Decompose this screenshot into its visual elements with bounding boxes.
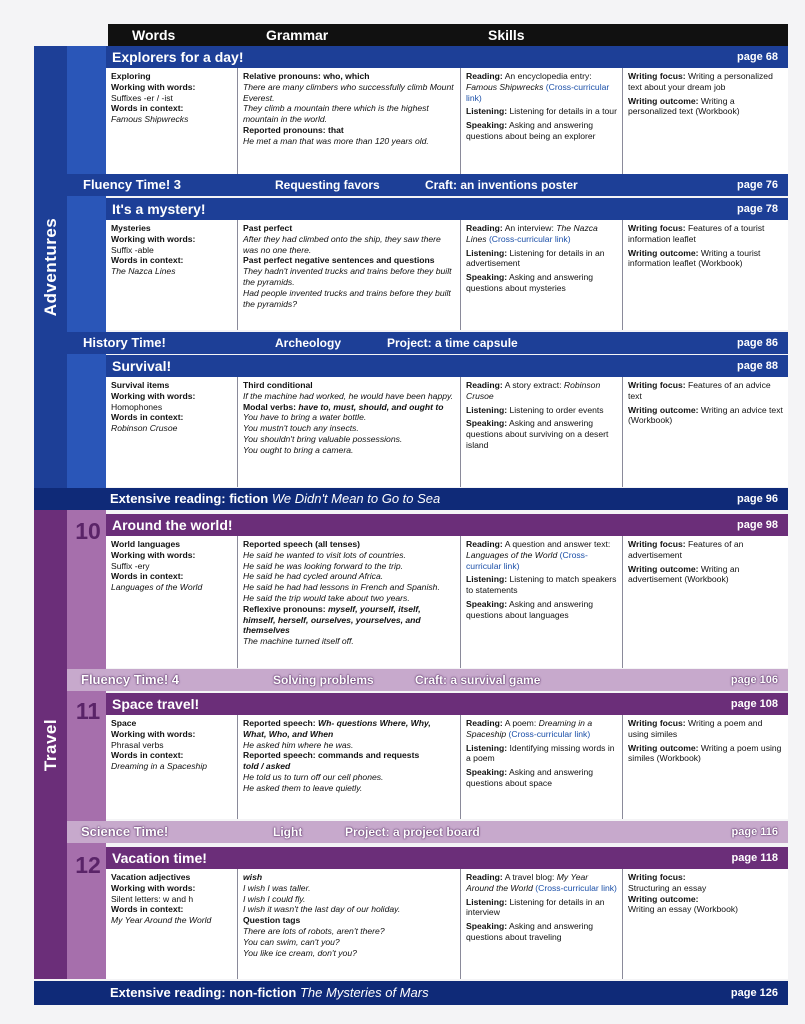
label: Reading: — [466, 223, 503, 233]
example: The machine turned itself off. — [243, 636, 354, 647]
grammar-cell — [237, 68, 460, 174]
adventures-label: Adventures — [40, 217, 60, 317]
label: Writing focus: — [628, 872, 686, 882]
grammar-cell — [237, 869, 460, 979]
extensive-reading-fiction-bar — [34, 488, 788, 510]
cross-curricular-link[interactable]: (Cross-curricular link) — [508, 728, 591, 739]
grammar-point: Relative pronouns: who, which — [243, 71, 370, 81]
bar-craft: Craft: a survival game — [415, 673, 541, 687]
grammar-forms: Wh- questions Where, Why, What, Who, and When — [243, 718, 431, 739]
value: Writing a personalized text about your dream job — [628, 71, 773, 92]
unit-row-around-the-world — [106, 536, 788, 668]
unit-bar-around-the-world — [106, 514, 788, 536]
title: The Nazca Lines — [466, 223, 598, 244]
history-time-bar — [67, 332, 788, 354]
value: Listening for details in an advertisement — [466, 247, 605, 269]
value: Asking and answering questions about space — [466, 767, 594, 788]
unit-bar-vacation-time — [106, 847, 788, 869]
label: Working with words: — [111, 390, 196, 401]
title: My Year Around the World — [466, 872, 589, 893]
value: Homophones — [111, 401, 163, 412]
value: Writing an advertisement (Workbook) — [628, 563, 740, 585]
value: Writing a poem using similes (Workbook) — [628, 742, 782, 764]
title: Languages of the World — [466, 549, 558, 560]
value: Listening to order events — [509, 404, 604, 415]
title: Robinson Crusoe — [466, 380, 601, 401]
label: Words in context: — [111, 571, 184, 582]
grammar-cell — [237, 377, 460, 487]
example: If the machine had worked, he would have been happy. — [243, 390, 454, 401]
example: You shouldn't bring valuable possessions. — [243, 433, 403, 444]
grammar-point: Past perfect negative sentences and questions — [243, 255, 435, 266]
value: Suffix -able — [111, 244, 154, 255]
unit-title: Space travel! — [112, 696, 200, 712]
page-number: page 108 — [730, 698, 778, 710]
unit-number-10: 10 — [75, 518, 101, 544]
value: Asking and answering questions about languages — [466, 598, 594, 620]
cross-curricular-link[interactable]: (Cross-curricular link) — [466, 81, 610, 103]
label: Speaking: — [466, 120, 508, 131]
label: Listening: — [466, 404, 508, 415]
label: Writing focus: — [628, 71, 686, 81]
cross-curricular-link[interactable]: (Cross-curricular link) — [488, 233, 571, 244]
skills-cell — [460, 536, 622, 668]
value: Phrasal verbs — [111, 739, 164, 750]
label: Writing focus: — [628, 718, 686, 728]
unit-bar-explorers — [106, 46, 788, 68]
label: Writing outcome: — [628, 742, 699, 753]
grammar-point: Reported speech: commands and requests — [243, 750, 420, 761]
label: Reading: — [466, 71, 503, 81]
value: Listening for details in an interview — [466, 896, 605, 918]
value: Suffix -ery — [111, 560, 150, 571]
words-cell — [106, 220, 237, 330]
label: Speaking: — [466, 767, 508, 778]
example: He asked them to leave quietly. — [243, 782, 363, 793]
value: Features of an advice text — [628, 380, 771, 401]
topic: Exploring — [111, 71, 151, 81]
skills-cell — [460, 377, 622, 487]
bar-craft: Craft: an inventions poster — [425, 178, 578, 192]
book-title: The Mysteries of Mars — [299, 985, 429, 1000]
value: A question and answer text: — [504, 539, 611, 549]
cross-curricular-link[interactable]: (Cross-curricular link) — [535, 882, 617, 893]
column-headers — [108, 24, 788, 46]
page-number: page 68 — [737, 51, 778, 63]
adventures-side-bar — [34, 46, 67, 488]
skills-cell — [460, 220, 622, 330]
bar-project: Project: a time capsule — [387, 336, 518, 350]
unit-title: Vacation time! — [112, 850, 207, 866]
value: Asking and answering questions about surviving on a desert island — [466, 418, 609, 450]
example: You mustn't touch any insects. — [243, 423, 359, 434]
example: He said the trip would take about two years. — [243, 592, 410, 603]
example: He said he had had lessons in French and Spanish. — [243, 582, 440, 593]
example: I wish it wasn't the last day of our holiday. — [243, 904, 401, 915]
page-number: page 78 — [737, 203, 778, 215]
value: Identifying missing words in a poem — [466, 742, 615, 764]
label: Writing outcome: — [628, 247, 699, 258]
grammar-point: Past perfect — [243, 223, 293, 233]
words-cell — [106, 68, 237, 174]
unit-title: Survival! — [112, 358, 172, 374]
example: I wish I was taller. — [243, 882, 311, 893]
example: You have to bring a water bottle. — [243, 412, 367, 423]
grammar-point: Reported speech (all tenses) — [243, 539, 361, 549]
value: Features of a tourist information leaflet — [628, 223, 765, 244]
label: Listening: — [466, 106, 508, 117]
label: Words in context: — [111, 750, 184, 761]
unit-bar-mystery — [106, 198, 788, 220]
value: An interview: — [504, 223, 554, 233]
topic: Mysteries — [111, 223, 151, 233]
skills-cell — [460, 869, 622, 979]
cross-curricular-link[interactable]: (Cross-curricular link) — [466, 549, 588, 571]
grammar-point: Question tags — [243, 915, 301, 926]
value: Features of an advertisement — [628, 539, 744, 560]
bar-title: Science Time! — [81, 824, 169, 839]
page-number: page 96 — [737, 493, 778, 505]
example: He asked him where he was. — [243, 739, 354, 750]
label: Listening: — [466, 896, 508, 907]
label: Reading: — [466, 872, 503, 882]
label: Words in context: — [111, 412, 184, 423]
bar-title: History Time! — [83, 335, 166, 350]
value: Asking and answering questions about traveling — [466, 921, 594, 942]
travel-label: Travel — [40, 718, 60, 771]
example: Had people invented trucks and trains before they built the pyramids? — [243, 287, 451, 309]
value: Suffixes -er / -ist — [111, 92, 173, 103]
page-number: page 88 — [737, 360, 778, 372]
writing-cell — [622, 220, 788, 330]
words-cell — [106, 377, 237, 487]
example: There are many climbers who successfully climb Mount Everest. — [243, 81, 454, 103]
value: Asking and answering questions about being an explorer — [466, 120, 596, 141]
label: Reading: — [466, 539, 503, 549]
grammar-point: Reported speech: — [243, 718, 316, 728]
unit-bar-survival — [106, 355, 788, 377]
unit-title: Around the world! — [112, 517, 233, 533]
value: Writing an essay (Workbook) — [628, 904, 739, 915]
example: He said he had cycled around Africa. — [243, 571, 384, 582]
bar-topic: Solving problems — [273, 673, 374, 687]
label: Writing focus: — [628, 380, 686, 390]
page-number: page 98 — [737, 519, 778, 531]
label: Speaking: — [466, 598, 508, 609]
grammar-header: Grammar — [266, 27, 329, 43]
value: Asking and answering questions about mysteries — [466, 272, 594, 293]
grammar-point: Reflexive pronouns: — [243, 603, 326, 614]
label: Working with words: — [111, 882, 196, 893]
topic: Space — [111, 718, 137, 728]
words-header: Words — [132, 27, 176, 43]
value: Robinson Crusoe — [111, 423, 178, 434]
topic: Vacation adjectives — [111, 872, 191, 882]
label: Listening: — [466, 574, 508, 585]
value: Listening for details in a tour — [509, 106, 617, 117]
value: Languages of the World — [111, 582, 203, 593]
label: Speaking: — [466, 272, 508, 283]
value: A poem: — [504, 718, 537, 728]
page-number: page 76 — [737, 179, 778, 191]
bar-label: Extensive reading: non-fiction — [110, 985, 297, 1000]
words-cell — [106, 715, 237, 819]
grammar-point: Third conditional — [243, 380, 313, 390]
example: You can swim, can't you? — [243, 936, 340, 947]
topic: World languages — [111, 539, 181, 549]
unit-row-explorers — [106, 68, 788, 174]
travel-side-bar — [34, 510, 67, 979]
bar-project: Project: a project board — [345, 825, 480, 839]
label: Writing outcome: — [628, 563, 699, 574]
example: He said he was looking forward to the trip. — [243, 560, 404, 571]
value: My Year Around the World — [111, 915, 212, 926]
value: Dreaming in a Spaceship — [111, 761, 208, 772]
grammar-forms: told / asked — [243, 761, 291, 772]
unit-row-mystery — [106, 220, 788, 330]
label: Writing focus: — [628, 223, 686, 233]
label: Words in context: — [111, 103, 184, 114]
label: Writing focus: — [628, 539, 686, 549]
value: An encyclopedia entry: — [504, 71, 592, 81]
example: I wish I could fly. — [243, 893, 306, 904]
example: They hadn't invented trucks and trains before they built the pyramids. — [243, 266, 452, 287]
bar-topic: Archeology — [275, 336, 342, 350]
value: Writing a personalized text (Workbook) — [628, 95, 740, 117]
label: Writing outcome: — [628, 95, 699, 106]
example: You like ice cream, don't you? — [243, 947, 357, 958]
adventures-inner-bar — [67, 46, 106, 488]
page-number: page 126 — [730, 987, 778, 999]
bar-label: Extensive reading: fiction — [110, 491, 269, 506]
value: Writing an advice text (Workbook) — [628, 404, 783, 426]
grammar-forms: myself, yourself, itself, himself, herself, ourselves, yourselves, and themselves — [243, 603, 421, 636]
grammar-point: Reported pronouns: that — [243, 124, 344, 135]
bar-title: Fluency Time! 4 — [81, 672, 180, 687]
unit-title: It's a mystery! — [112, 201, 206, 217]
skills-header: Skills — [488, 27, 525, 43]
words-cell — [106, 536, 237, 668]
bar-title: Fluency Time! 3 — [83, 177, 182, 192]
unit-number-12: 12 — [75, 852, 101, 878]
grammar-forms: have to, must, should, and ought to — [298, 401, 444, 412]
grammar-cell — [237, 220, 460, 330]
page-number: page 106 — [730, 674, 778, 686]
label: Working with words: — [111, 549, 196, 560]
example: There are lots of robots, aren't there? — [243, 925, 385, 936]
writing-cell — [622, 377, 788, 487]
label: Listening: — [466, 247, 508, 258]
example: He told us to turn off our cell phones. — [243, 771, 384, 782]
label: Listening: — [466, 742, 508, 753]
label: Reading: — [466, 718, 503, 728]
value: Writing a tourist information leaflet (Workbook) — [628, 247, 761, 269]
skills-cell — [460, 68, 622, 174]
book-title: We Didn't Mean to Go to Sea — [271, 491, 441, 506]
value: Structuring an essay — [628, 882, 707, 893]
label: Speaking: — [466, 418, 508, 429]
value: Famous Shipwrecks — [111, 114, 189, 125]
example: After they had climbed onto the ship, they saw there was no one there. — [243, 233, 441, 255]
title: Dreaming in a Spaceship — [466, 718, 593, 739]
label: Writing outcome: — [628, 404, 699, 415]
value: Silent letters: w and h — [111, 893, 194, 904]
skills-cell — [460, 715, 622, 819]
unit-row-vacation-time — [106, 869, 788, 979]
grammar-point: Modal verbs: — [243, 401, 297, 412]
label: Working with words: — [111, 81, 196, 92]
value: A travel blog: — [504, 872, 555, 882]
page-number: page 86 — [737, 337, 778, 349]
unit-bar-space-travel — [106, 693, 788, 715]
title: Famous Shipwrecks — [466, 81, 544, 92]
writing-cell — [622, 869, 788, 979]
unit-row-space-travel — [106, 715, 788, 819]
example: He met a man that was more than 120 years old. — [243, 135, 429, 146]
grammar-cell — [237, 715, 460, 819]
writing-cell — [622, 715, 788, 819]
value: Writing a poem and using similes — [628, 718, 763, 739]
page-number: page 116 — [731, 826, 778, 838]
example: He said he wanted to visit lots of countries. — [243, 549, 406, 560]
travel-inner-bar — [67, 510, 106, 979]
extensive-reading-nonfiction-bar — [34, 981, 788, 1005]
writing-cell — [622, 68, 788, 174]
writing-cell — [622, 536, 788, 668]
fluency-time-4-bar — [67, 669, 788, 691]
label: Working with words: — [111, 728, 196, 739]
value: A story extract: — [504, 380, 562, 390]
example: They climb a mountain there which is the highest mountain in the world. — [243, 103, 429, 125]
label: Working with words: — [111, 233, 196, 244]
bar-topic: Requesting favors — [275, 178, 380, 192]
unit-title: Explorers for a day! — [112, 49, 244, 65]
topic: Survival items — [111, 380, 170, 390]
label: Speaking: — [466, 921, 508, 932]
page-number: page 118 — [731, 852, 778, 864]
label: Writing outcome: — [628, 893, 699, 904]
value: Listening to match speakers to statements — [466, 574, 617, 596]
unit-number-11: 11 — [75, 698, 101, 724]
label: Words in context: — [111, 904, 184, 915]
science-time-bar — [67, 821, 788, 843]
bar-topic: Light — [273, 825, 303, 839]
label: Reading: — [466, 380, 503, 390]
unit-row-survival — [106, 377, 788, 487]
grammar-cell — [237, 536, 460, 668]
example: You ought to bring a camera. — [243, 444, 354, 455]
words-cell — [106, 869, 237, 979]
grammar-point: wish — [243, 872, 263, 882]
value: The Nazca Lines — [111, 266, 176, 277]
fluency-time-3-bar — [67, 174, 788, 196]
label: Words in context: — [111, 255, 184, 266]
